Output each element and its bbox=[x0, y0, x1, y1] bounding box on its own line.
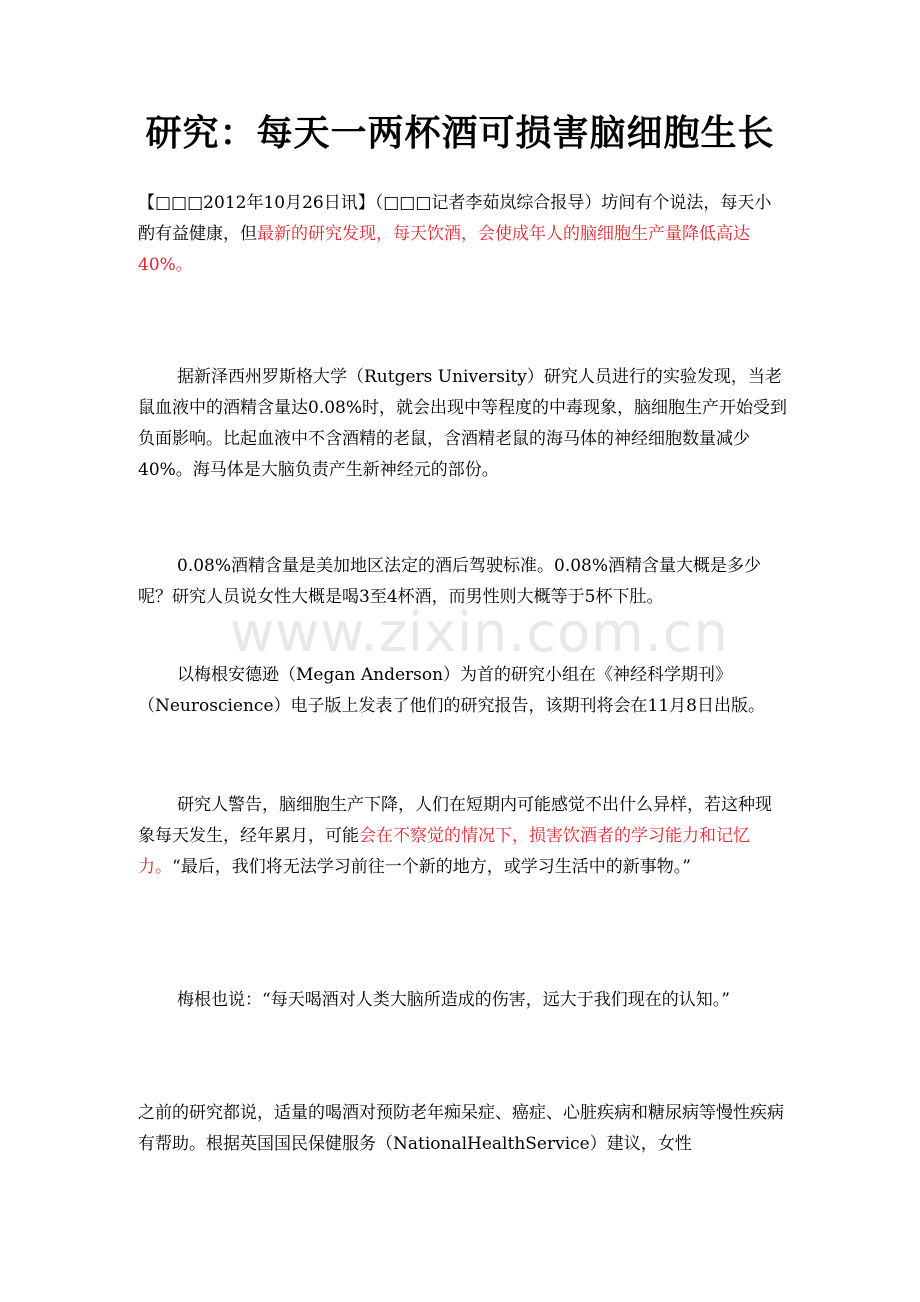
paragraph-alcohol-level: 0.08%酒精含量是美加地区法定的酒后驾驶标准。0.08%酒精含量大概是多少呢？研究人员说女性大概是喝3至4杯酒，而男性则大概等于5杯下肚。 bbox=[138, 556, 762, 607]
paragraph-megan-quote: 梅根也说：“每天喝酒对人类大脑所造成的伤害，远大于我们现在的认知。” bbox=[177, 990, 730, 1010]
paragraph-previous-research: 之前的研究都说，适量的喝酒对预防老年痴呆症、癌症、心脏疾病和糖尿病等慢性疾病有帮助。根据英国国民保健服务（NationalHealthService）建议，女性 bbox=[138, 1103, 784, 1154]
paragraph-lead bbox=[138, 188, 788, 281]
site-watermark: www.zixin.com.cn bbox=[230, 601, 729, 664]
paragraph-rutgers-study: 据新泽西州罗斯格大学（Rutgers University）研究人员进行的实验发现，当老鼠血液中的酒精含量达0.08%时，就会出现中等程度的中毒现象，脑细胞生产开始受到负面影响。比起血液中不含酒精的老鼠，含酒精老鼠的海马体的神经细胞数量减少40%。海马体是大脑负责产生新神经元的部份。 bbox=[138, 367, 788, 480]
paragraph-warning bbox=[138, 790, 788, 883]
lead-highlight: 最新的研究发现，每天饮酒，会使成年人的脑细胞生产量降低高达40%。 bbox=[138, 224, 750, 275]
article-title: 研究：每天一两杯酒可损害脑细胞生长 bbox=[145, 112, 775, 154]
lead-text: 【□□□2012年10月26日讯】（□□□记者李茹岚综合报导）坊间有个说法，每天小酌有益健康，但 bbox=[138, 193, 772, 244]
warning-text: 研究人警告，脑细胞生产下降，人们在短期内可能感觉不出什么异样，若这种现象每天发生，经年累月，可能 bbox=[138, 795, 772, 846]
paragraph-research-team: 以梅根安德逊（Megan Anderson）为首的研究小组在《神经科学期刊》（Neuroscience）电子版上发表了他们的研究报告，该期刊将会在11月8日出版。 bbox=[138, 665, 765, 716]
warning-quote: “最后，我们将无法学习前往一个新的地方，或学习生活中的新事物。” bbox=[172, 857, 691, 877]
warning-highlight: 会在不察觉的情况下，损害饮酒者的学习能力和记忆力。 bbox=[138, 826, 750, 877]
